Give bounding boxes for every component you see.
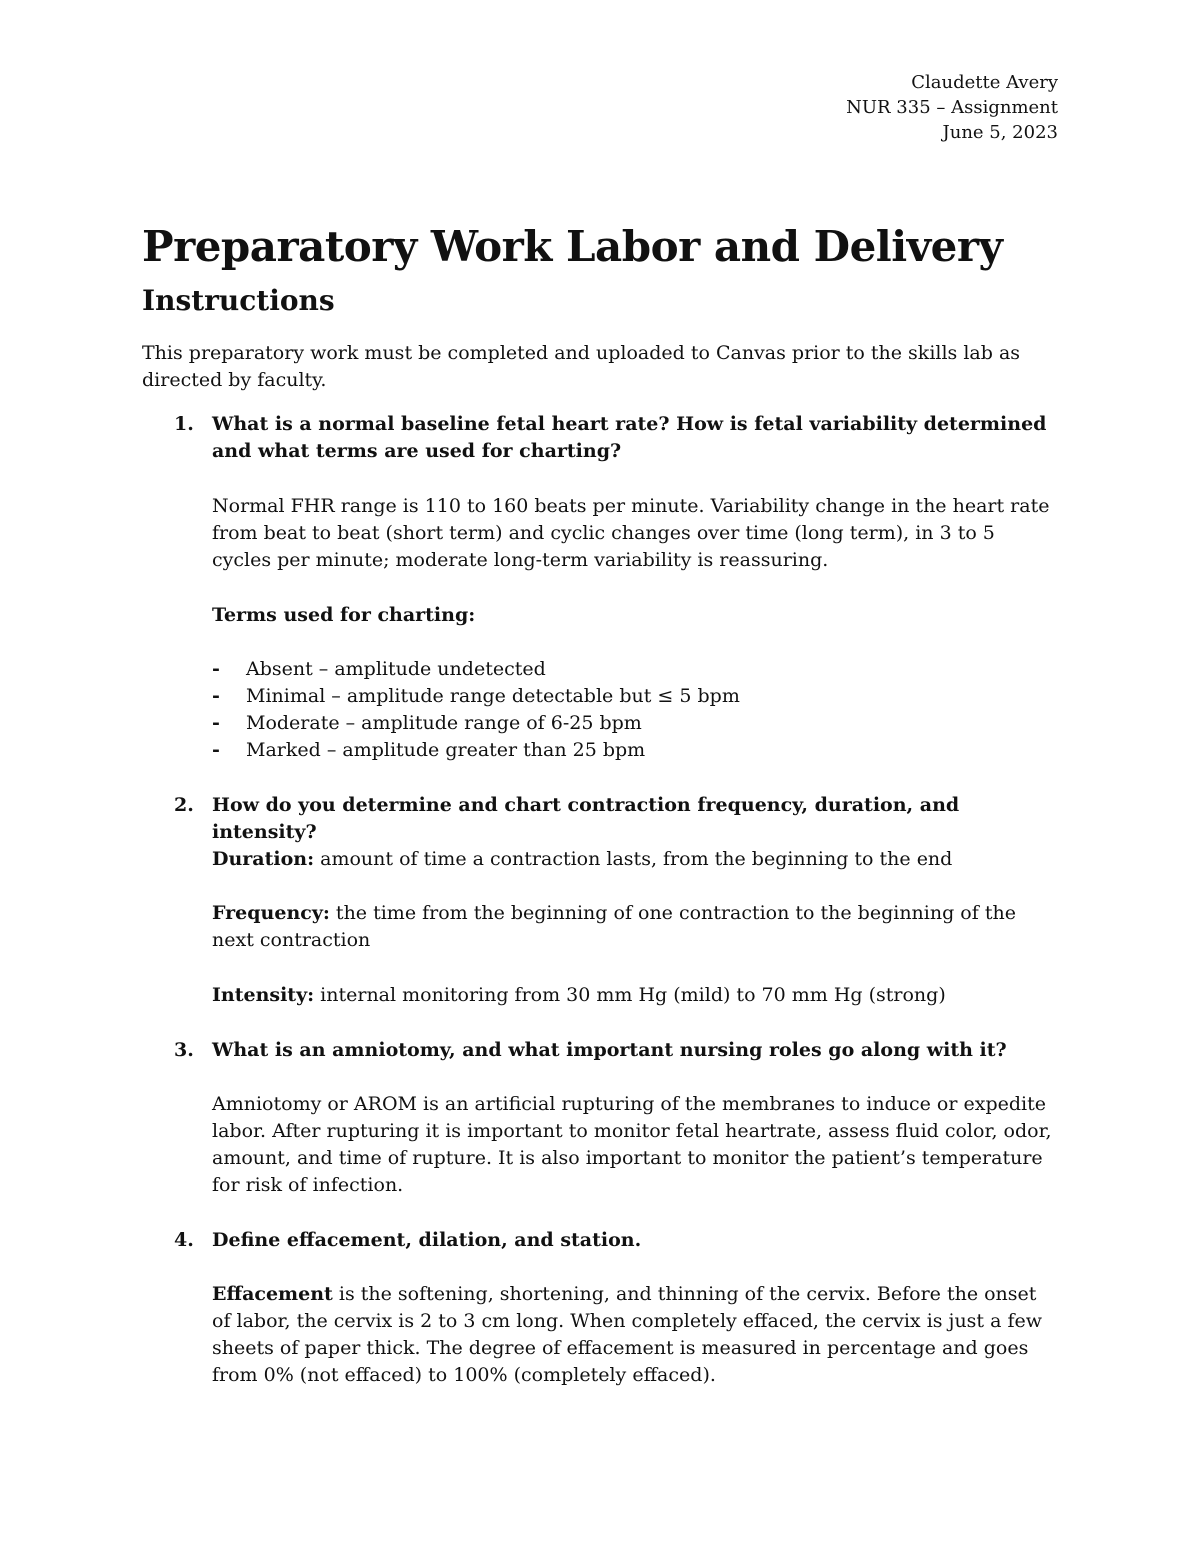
list-item: - Absent – amplitude undetected xyxy=(212,656,1060,683)
list-item: - Minimal – amplitude range detectable but ≤ 5 bpm xyxy=(212,683,1060,710)
terms-heading-text: Terms used for charting: xyxy=(212,604,476,626)
question-text: Define effacement, dilation, and station. xyxy=(212,1229,642,1251)
answer-duration xyxy=(212,846,1060,873)
answer-4 xyxy=(212,1281,1060,1389)
question-number: 1. xyxy=(174,413,194,435)
answer-text: Normal FHR range is 110 to 160 beats per minute. Variability change in the heart rate from beat to beat (short term) and cyclic changes over time (long term), in 3 to 5 cycles per minute; moderate long-term variability is reassuring. xyxy=(212,495,1050,571)
question-text: What is an amniotomy, and what important nursing roles go along with it? xyxy=(212,1039,1007,1061)
effacement-label: Effacement xyxy=(212,1283,333,1305)
document-header xyxy=(846,70,1058,145)
answer-text: Amniotomy or AROM is an artificial rupturing of the membranes to induce or expedite labor. After rupturing it is important to monitor fetal heartrate, assess fluid color, odor, amount, and time of rupture. It is also important to monitor the patient’s temperature for risk of infection. xyxy=(212,1093,1052,1196)
bullet: - xyxy=(212,685,220,707)
question-1 xyxy=(142,411,1060,465)
list-item: - Marked – amplitude greater than 25 bpm xyxy=(212,737,1060,764)
answer-1 xyxy=(212,493,1060,574)
effacement-text: is the softening, shortening, and thinning of the cervix. Before the onset of labor, the cervix is 2 to 3 cm long. When completely effaced, the cervix is just a few sheets of paper thick. The degree of effacement is measured in percentage and goes from 0% (not effaced) to 100% (completely effaced). xyxy=(212,1283,1043,1386)
author-name: Claudette Avery xyxy=(911,72,1058,93)
bullet: - xyxy=(212,739,220,761)
question-2 xyxy=(142,792,1060,846)
terms-heading xyxy=(212,602,1060,629)
question-number: 2. xyxy=(174,794,194,816)
document-title: Preparatory Work Labor and Delivery xyxy=(142,222,1003,271)
question-text: What is a normal baseline fetal heart rate? How is fetal variability determined and what terms are used for charting? xyxy=(212,413,1047,462)
bullet: - xyxy=(212,658,220,680)
answer-3 xyxy=(212,1091,1060,1199)
answer-intensity xyxy=(212,982,1060,1009)
question-number: 4. xyxy=(174,1229,194,1251)
intensity-text: internal monitoring from 30 mm Hg (mild) to 70 mm Hg (strong) xyxy=(314,984,946,1006)
frequency-label: Frequency: xyxy=(212,902,330,924)
question-number: 3. xyxy=(174,1039,194,1061)
duration-text: amount of time a contraction lasts, from the beginning to the end xyxy=(314,848,953,870)
document-date: June 5, 2023 xyxy=(942,122,1058,143)
intro-paragraph: This preparatory work must be completed and uploaded to Canvas prior to the skills lab as directed by faculty. xyxy=(142,342,1021,391)
instructions-heading: Instructions xyxy=(142,284,335,317)
list-item: - Moderate – amplitude range of 6-25 bpm xyxy=(212,710,1060,737)
bullet: - xyxy=(212,712,220,734)
terms-list xyxy=(212,656,1060,764)
answer-frequency xyxy=(212,900,1060,954)
question-text: How do you determine and chart contraction frequency, duration, and intensity? xyxy=(212,794,960,843)
course-assignment: NUR 335 – Assignment xyxy=(846,97,1058,118)
intensity-label: Intensity: xyxy=(212,984,315,1006)
frequency-text: the time from the beginning of one contraction to the beginning of the next contraction xyxy=(212,902,1016,951)
duration-label: Duration: xyxy=(212,848,315,870)
question-4 xyxy=(142,1227,1060,1254)
question-3 xyxy=(142,1037,1060,1064)
